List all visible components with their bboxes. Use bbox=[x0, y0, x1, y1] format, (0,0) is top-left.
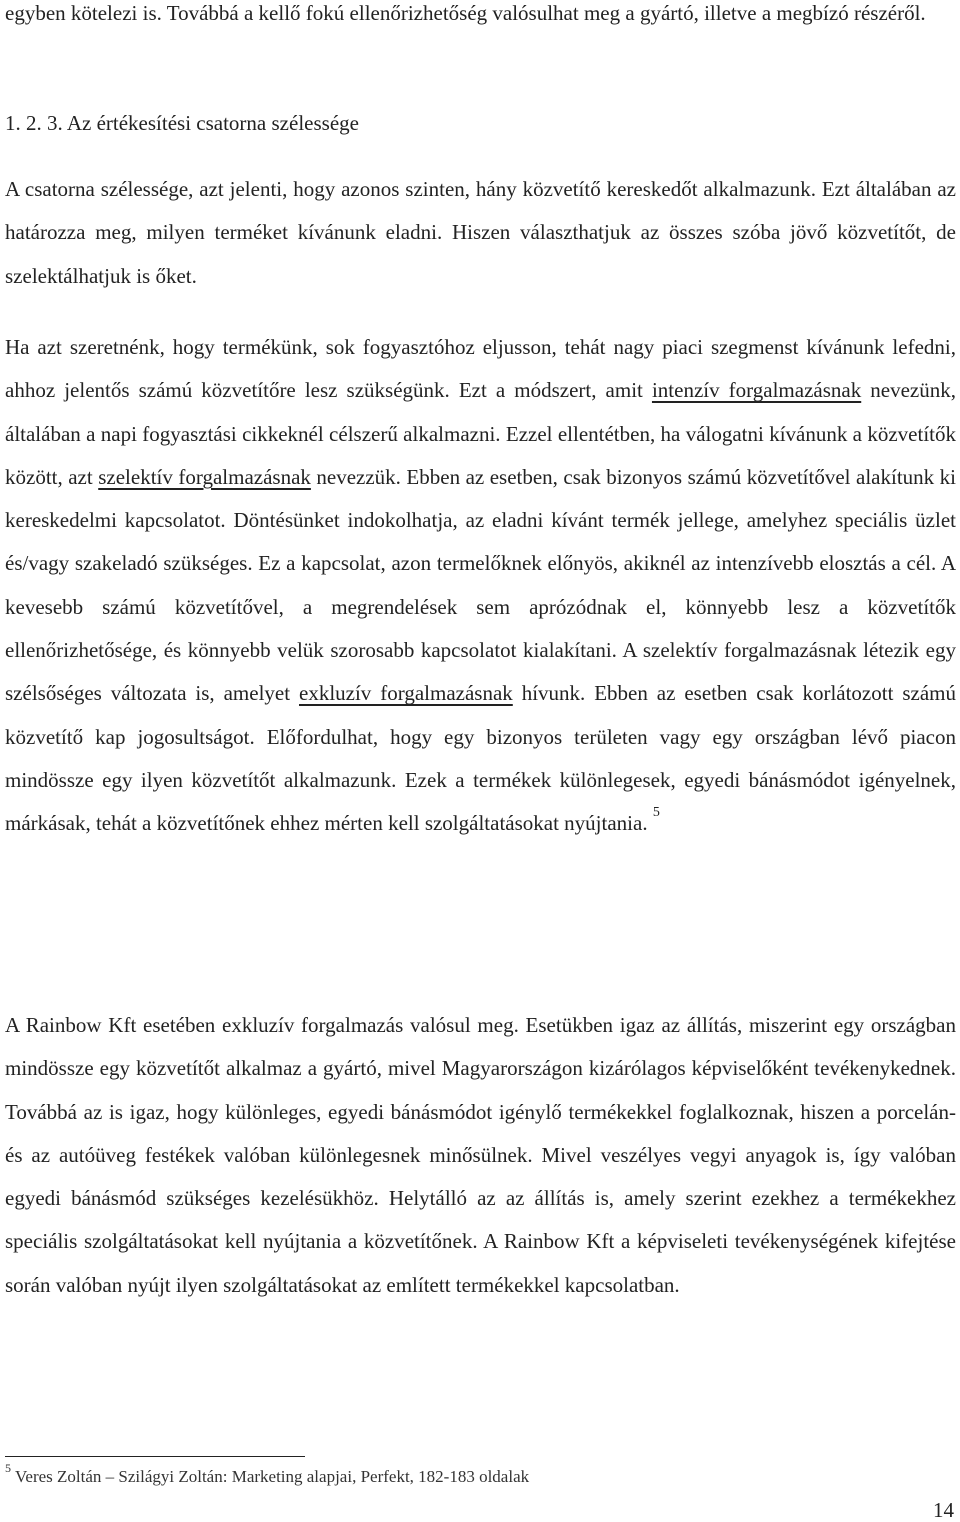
paragraph-text: Ha azt szeretnénk, hogy termékünk, sok fogyasztóhoz eljusson, tehát nagy piaci szegmenst kívánunk lefedni, ahhoz jelentős számú közvetítőre lesz szükségünk. Ezt a módszert, amit bbox=[5, 335, 956, 403]
section-heading: 1. 2. 3. Az értékesítési csatorna szélessége bbox=[5, 111, 359, 135]
footnote-number: 5 bbox=[5, 1461, 11, 1475]
top-paragraph-fragment: egyben kötelezi is. Továbbá a kellő fokú ellenőrizhetőség valósulhat meg a gyártó, illetve a megbízó részéről. bbox=[5, 1, 926, 25]
paragraph-distribution-types bbox=[5, 326, 956, 846]
paragraph-text: nevezünk, általában a napi fogyasztási cikkeknél célszerű alkalmazni. Ezzel ellentétben, ha válogatni kívánunk a közvetítők között, azt bbox=[5, 378, 956, 489]
term-selective-distribution: szelektív forgalmazásnak bbox=[98, 464, 311, 489]
paragraph-text: hívunk. Ebben az esetben csak korlátozott számú közvetítő kap jogosultságot. Előfordulhat, hogy egy bizonyos területen vagy egy országban lévő piacon mindössze egy ilyen közvetítőt alkalmazunk. Ezek a termékek különlegesek, egyedi bánásmódot igényelnek, márkásak, tehát a közvetítőnek ehhez mérten kell szolgáltatásokat nyújtania. bbox=[5, 681, 956, 836]
paragraph-text: nevezzük. Ebben az esetben, csak bizonyos számú közvetítővel alakítunk ki kereskedelmi kapcsolatot. Döntésünket indokolhatja, az eladni kívánt termék jellege, amelyhez speciális üzlet és/vagy szakeladó szükséges. Ez a kapcsolat, azon termelőknek előnyös, akiknél az intenzívebb elosztás a cél. A kevesebb számú közvetítővel, a megrendelések sem aprózódnak el, könnyebb lesz a közvetítők ellenőrizhetősége, és könnyebb velük szorosabb kapcsolatot kialakítani. A szelektív forgalmazásnak létezik egy szélsőséges változata is, amelyet bbox=[5, 464, 956, 706]
footnote-text: Veres Zoltán – Szilágyi Zoltán: Marketing alapjai, Perfekt, 182-183 oldalak bbox=[15, 1467, 530, 1486]
footnote-reference[interactable]: 5 bbox=[652, 805, 660, 821]
paragraph-rainbow-kft: A Rainbow Kft esetében exkluzív forgalmazás valósul meg. Esetükben igaz az állítás, miszerint egy országban mindössze egy közvetítőt alkalmaz a gyártó, mivel Magyarországon kizárólagos képviselőként tevékenykednek. Továbbá az is igaz, hogy különleges, egyedi bánásmódot igénylő termékekkel foglalkoznak, hiszen a porcelán- és az autóüveg festékek valóban különlegesnek minősülnek. Mivel veszélyes vegyi anyagok is, így valóban egyedi bánásmód szükséges kezelésükhöz. Helytálló az az állítás is, amely szerint ezekhez a termékekhez speciális szolgáltatásokat kell nyújtania a közvetítőnek. A Rainbow Kft a képviseleti tevékenységének kifejtése során valóban nyújt ilyen szolgáltatásokat az említett termékekkel kapcsolatban. bbox=[5, 1013, 956, 1297]
page-number: 14 bbox=[933, 1498, 954, 1522]
term-exclusive-distribution: exkluzív forgalmazásnak bbox=[299, 681, 513, 706]
term-intensive-distribution: intenzív forgalmazásnak bbox=[651, 378, 862, 403]
footnote-divider bbox=[5, 1456, 305, 1457]
paragraph-channel-width: A csatorna szélessége, azt jelenti, hogy azonos szinten, hány közvetítő kereskedőt alkalmazunk. Ezt általában az határozza meg, milyen terméket kívánunk eladni. Hiszen választhatjuk az összes szóba jövő közvetítőt, de szelektálhatjuk is őket. bbox=[5, 177, 956, 288]
footnote bbox=[5, 1461, 530, 1488]
